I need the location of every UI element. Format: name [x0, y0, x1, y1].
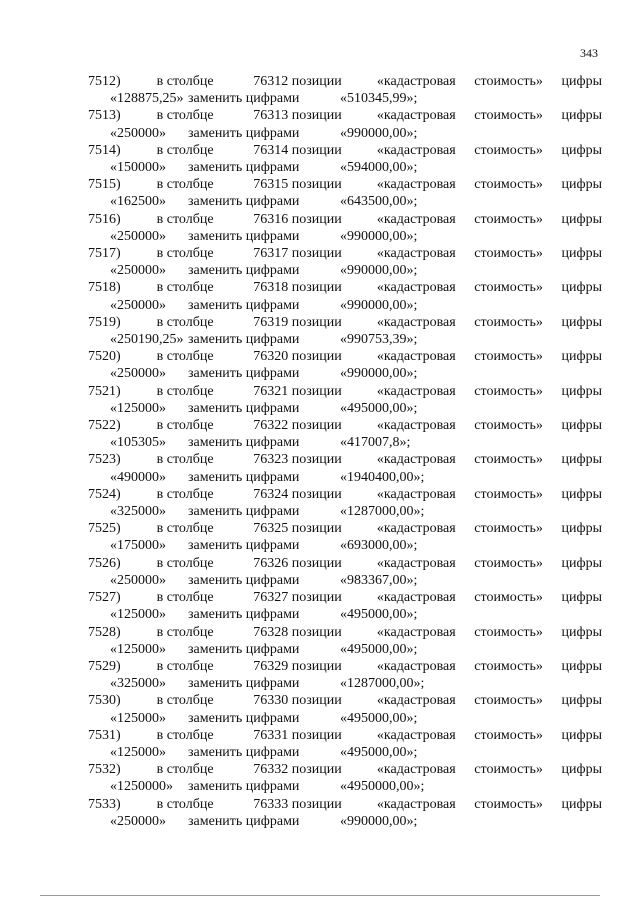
column-phrase: в столбце: [156, 693, 214, 709]
replace-phrase: заменить цифрами: [188, 676, 300, 692]
new-value: «643500,00»;: [340, 194, 418, 210]
page-number: 343: [580, 46, 598, 60]
position-phrase: 76331 позиции: [253, 727, 342, 743]
position-phrase: 76316 позиции: [253, 211, 342, 227]
field-word-1: «кадастровая: [376, 486, 456, 502]
digits-word: цифры: [561, 314, 602, 330]
digits-word: цифры: [561, 521, 602, 537]
field-word-1: «кадастровая: [376, 418, 456, 434]
amendment-item: [88, 73, 602, 107]
field-word-2: стоимость»: [474, 418, 543, 434]
amendment-line-1: [88, 451, 602, 468]
field-word-1: «кадастровая: [376, 624, 456, 640]
amendment-item: [88, 348, 602, 382]
item-number: 7517): [88, 246, 121, 262]
amendment-line-1: [88, 107, 602, 124]
amendment-line-2: [88, 228, 602, 245]
new-value: «1287000,00»;: [340, 676, 425, 692]
new-value: «495000,00»;: [340, 400, 418, 416]
new-value: «495000,00»;: [340, 607, 418, 623]
item-number: 7522): [88, 418, 121, 434]
new-value: «983367,00»;: [340, 572, 418, 588]
replace-phrase: заменить цифрами: [188, 779, 300, 795]
column-phrase: в столбце: [156, 658, 214, 674]
old-value: «175000»: [110, 538, 166, 554]
field-word-1: «кадастровая: [376, 74, 456, 89]
new-value: «1940400,00»;: [340, 469, 425, 485]
position-phrase: 76317 позиции: [253, 246, 342, 262]
position-phrase: 76332 позиции: [253, 762, 342, 778]
field-word-2: стоимость»: [474, 486, 543, 502]
field-word-2: стоимость»: [474, 658, 543, 674]
position-phrase: 76327 позиции: [253, 590, 342, 606]
replace-phrase: заменить цифрами: [188, 607, 300, 623]
amendment-line-1: [88, 73, 602, 90]
amendment-line-1: [88, 314, 602, 331]
field-word-2: стоимость»: [474, 246, 543, 262]
column-phrase: в столбце: [156, 211, 214, 227]
digits-word: цифры: [561, 246, 602, 262]
new-value: «990000,00»;: [340, 263, 418, 279]
field-word-2: стоимость»: [474, 762, 543, 778]
position-phrase: 76320 позиции: [253, 349, 342, 365]
position-phrase: 76326 позиции: [253, 555, 342, 571]
field-word-2: стоимость»: [474, 727, 543, 743]
field-word-1: «кадастровая: [376, 177, 456, 193]
position-phrase: 76321 позиции: [253, 383, 342, 399]
field-word-1: «кадастровая: [376, 349, 456, 365]
digits-word: цифры: [561, 727, 602, 743]
amendment-line-1: [88, 761, 602, 778]
old-value: «250000»: [110, 366, 166, 382]
digits-word: цифры: [561, 177, 602, 193]
digits-word: цифры: [561, 280, 602, 296]
amendment-line-2: [88, 400, 602, 417]
amendment-line-1: [88, 658, 602, 675]
amendment-line-2: [88, 193, 602, 210]
old-value: «125000»: [110, 607, 166, 623]
field-word-1: «кадастровая: [376, 590, 456, 606]
digits-word: цифры: [561, 486, 602, 502]
field-word-2: стоимость»: [474, 349, 543, 365]
item-number: 7524): [88, 486, 121, 502]
item-number: 7531): [88, 727, 121, 743]
old-value: «150000»: [110, 160, 166, 176]
new-value: «990000,00»;: [340, 125, 418, 141]
position-phrase: 76333 позиции: [253, 796, 342, 812]
amendment-line-1: [88, 589, 602, 606]
amendment-line-1: [88, 417, 602, 434]
replace-phrase: заменить цифрами: [188, 710, 300, 726]
column-phrase: в столбце: [156, 486, 214, 502]
item-number: 7513): [88, 108, 121, 124]
field-word-1: «кадастровая: [376, 762, 456, 778]
replace-phrase: заменить цифрами: [188, 744, 300, 760]
replace-phrase: заменить цифрами: [188, 297, 300, 313]
amendment-line-2: [88, 813, 602, 830]
old-value: «105305»: [110, 435, 166, 451]
digits-word: цифры: [561, 624, 602, 640]
new-value: «417007,8»;: [340, 435, 411, 451]
amendment-line-2: [88, 159, 602, 176]
old-value: «250000»: [110, 125, 166, 141]
position-phrase: 76314 позиции: [253, 142, 342, 158]
item-number: 7514): [88, 142, 121, 158]
field-word-1: «кадастровая: [376, 383, 456, 399]
item-number: 7526): [88, 555, 121, 571]
amendment-item: [88, 176, 602, 210]
amendment-item: [88, 555, 602, 589]
old-value: «125000»: [110, 710, 166, 726]
amendment-line-2: [88, 606, 602, 623]
field-word-1: «кадастровая: [376, 246, 456, 262]
field-word-1: «кадастровая: [376, 452, 456, 468]
replace-phrase: заменить цифрами: [188, 366, 300, 382]
field-word-2: стоимость»: [474, 452, 543, 468]
item-number: 7532): [88, 762, 121, 778]
field-word-2: стоимость»: [474, 590, 543, 606]
digits-word: цифры: [561, 555, 602, 571]
old-value: «125000»: [110, 400, 166, 416]
amendment-line-1: [88, 486, 602, 503]
amendment-line-1: [88, 142, 602, 159]
position-phrase: 76325 позиции: [253, 521, 342, 537]
column-phrase: в столбце: [156, 418, 214, 434]
digits-word: цифры: [561, 590, 602, 606]
amendment-item: [88, 279, 602, 313]
amendment-line-1: [88, 624, 602, 641]
amendment-line-1: [88, 692, 602, 709]
amendment-line-2: [88, 744, 602, 761]
amendment-line-2: [88, 331, 602, 348]
field-word-1: «кадастровая: [376, 693, 456, 709]
item-number: 7520): [88, 349, 121, 365]
amendment-line-1: [88, 176, 602, 193]
amendment-line-1: [88, 555, 602, 572]
amendment-line-1: [88, 383, 602, 400]
amendment-line-2: [88, 297, 602, 314]
replace-phrase: заменить цифрами: [188, 813, 300, 829]
field-word-2: стоимость»: [474, 280, 543, 296]
field-word-2: стоимость»: [474, 142, 543, 158]
field-word-2: стоимость»: [474, 383, 543, 399]
old-value: «325000»: [110, 676, 166, 692]
item-number: 7533): [88, 796, 121, 812]
amendment-line-1: [88, 796, 602, 813]
field-word-2: стоимость»: [474, 624, 543, 640]
footer-divider: [40, 895, 600, 896]
replace-phrase: заменить цифрами: [188, 263, 300, 279]
digits-word: цифры: [561, 108, 602, 124]
column-phrase: в столбце: [156, 280, 214, 296]
position-phrase: 76329 позиции: [253, 658, 342, 674]
amendment-line-2: [88, 365, 602, 382]
new-value: «495000,00»;: [340, 710, 418, 726]
new-value: «1287000,00»;: [340, 504, 425, 520]
position-phrase: 76319 позиции: [253, 314, 342, 330]
digits-word: цифры: [561, 796, 602, 812]
replace-phrase: заменить цифрами: [188, 469, 300, 485]
column-phrase: в столбце: [156, 590, 214, 606]
field-word-1: «кадастровая: [376, 314, 456, 330]
field-word-2: стоимость»: [474, 314, 543, 330]
amendment-line-2: [88, 503, 602, 520]
field-word-2: стоимость»: [474, 74, 543, 89]
amendment-item: [88, 692, 602, 726]
amendment-line-2: [88, 675, 602, 692]
replace-phrase: заменить цифрами: [188, 504, 300, 520]
column-phrase: в столбце: [156, 246, 214, 262]
field-word-1: «кадастровая: [376, 142, 456, 158]
old-value: «128875,25»: [110, 91, 184, 107]
replace-phrase: заменить цифрами: [188, 538, 300, 554]
replace-phrase: заменить цифрами: [188, 91, 300, 107]
new-value: «990000,00»;: [340, 297, 418, 313]
amendment-line-2: [88, 778, 602, 795]
amendment-item: [88, 796, 602, 830]
column-phrase: в столбце: [156, 74, 214, 89]
new-value: «990000,00»;: [340, 366, 418, 382]
new-value: «495000,00»;: [340, 744, 418, 760]
amendment-item: [88, 383, 602, 417]
column-phrase: в столбце: [156, 108, 214, 124]
digits-word: цифры: [561, 74, 602, 89]
old-value: «250000»: [110, 297, 166, 313]
digits-word: цифры: [561, 762, 602, 778]
amendment-line-2: [88, 710, 602, 727]
digits-word: цифры: [561, 142, 602, 158]
replace-phrase: заменить цифрами: [188, 400, 300, 416]
amendment-line-2: [88, 469, 602, 486]
amendment-line-1: [88, 348, 602, 365]
amendment-item: [88, 107, 602, 141]
old-value: «250000»: [110, 813, 166, 829]
replace-phrase: заменить цифрами: [188, 572, 300, 588]
amendment-item: [88, 589, 602, 623]
old-value: «250000»: [110, 572, 166, 588]
field-word-1: «кадастровая: [376, 658, 456, 674]
old-value: «162500»: [110, 194, 166, 210]
field-word-1: «кадастровая: [376, 211, 456, 227]
amendment-item: [88, 486, 602, 520]
amendment-item: [88, 417, 602, 451]
field-word-1: «кадастровая: [376, 727, 456, 743]
column-phrase: в столбце: [156, 142, 214, 158]
field-word-1: «кадастровая: [376, 796, 456, 812]
column-phrase: в столбце: [156, 796, 214, 812]
position-phrase: 76324 позиции: [253, 486, 342, 502]
amendment-line-1: [88, 279, 602, 296]
amendment-line-2: [88, 572, 602, 589]
replace-phrase: заменить цифрами: [188, 160, 300, 176]
digits-word: цифры: [561, 693, 602, 709]
item-number: 7515): [88, 177, 121, 193]
old-value: «325000»: [110, 504, 166, 520]
amendment-item: [88, 624, 602, 658]
column-phrase: в столбце: [156, 727, 214, 743]
amendment-item: [88, 761, 602, 795]
old-value: «250000»: [110, 263, 166, 279]
new-value: «510345,99»;: [340, 91, 418, 107]
replace-phrase: заменить цифрами: [188, 125, 300, 141]
amendment-line-2: [88, 125, 602, 142]
field-word-2: стоимость»: [474, 211, 543, 227]
column-phrase: в столбце: [156, 177, 214, 193]
old-value: «1250000»: [110, 779, 173, 795]
replace-phrase: заменить цифрами: [188, 641, 300, 657]
field-word-2: стоимость»: [474, 521, 543, 537]
digits-word: цифры: [561, 658, 602, 674]
amendment-list: [88, 73, 602, 830]
item-number: 7530): [88, 693, 121, 709]
old-value: «490000»: [110, 469, 166, 485]
position-phrase: 76328 позиции: [253, 624, 342, 640]
item-number: 7519): [88, 314, 121, 330]
item-number: 7528): [88, 624, 121, 640]
field-word-2: стоимость»: [474, 693, 543, 709]
item-number: 7516): [88, 211, 121, 227]
old-value: «250000»: [110, 228, 166, 244]
amendment-line-1: [88, 520, 602, 537]
column-phrase: в столбце: [156, 624, 214, 640]
field-word-1: «кадастровая: [376, 280, 456, 296]
amendment-item: [88, 727, 602, 761]
digits-word: цифры: [561, 349, 602, 365]
digits-word: цифры: [561, 211, 602, 227]
digits-word: цифры: [561, 452, 602, 468]
amendment-item: [88, 142, 602, 176]
amendment-item: [88, 314, 602, 348]
item-number: 7527): [88, 590, 121, 606]
amendment-line-1: [88, 211, 602, 228]
amendment-line-2: [88, 641, 602, 658]
field-word-2: стоимость»: [474, 555, 543, 571]
new-value: «4950000,00»;: [340, 779, 425, 795]
new-value: «990000,00»;: [340, 228, 418, 244]
column-phrase: в столбце: [156, 762, 214, 778]
column-phrase: в столбце: [156, 555, 214, 571]
replace-phrase: заменить цифрами: [188, 435, 300, 451]
position-phrase: 76322 позиции: [253, 418, 342, 434]
amendment-item: [88, 245, 602, 279]
old-value: «125000»: [110, 744, 166, 760]
item-number: 7521): [88, 383, 121, 399]
position-phrase: 76323 позиции: [253, 452, 342, 468]
new-value: «990000,00»;: [340, 813, 418, 829]
digits-word: цифры: [561, 383, 602, 399]
item-number: 7525): [88, 521, 121, 537]
amendment-item: [88, 451, 602, 485]
new-value: «594000,00»;: [340, 160, 418, 176]
replace-phrase: заменить цифрами: [188, 332, 300, 348]
item-number: 7518): [88, 280, 121, 296]
amendment-line-1: [88, 245, 602, 262]
field-word-1: «кадастровая: [376, 521, 456, 537]
item-number: 7512): [88, 74, 121, 89]
field-word-1: «кадастровая: [376, 555, 456, 571]
column-phrase: в столбце: [156, 349, 214, 365]
column-phrase: в столбце: [156, 452, 214, 468]
position-phrase: 76315 позиции: [253, 177, 342, 193]
column-phrase: в столбце: [156, 383, 214, 399]
position-phrase: 76312 позиции: [253, 74, 342, 89]
field-word-2: стоимость»: [474, 177, 543, 193]
position-phrase: 76318 позиции: [253, 280, 342, 296]
amendment-line-2: [88, 434, 602, 451]
amendment-item: [88, 520, 602, 554]
amendment-item: [88, 211, 602, 245]
amendment-line-2: [88, 90, 602, 107]
column-phrase: в столбце: [156, 314, 214, 330]
field-word-2: стоимость»: [474, 108, 543, 124]
replace-phrase: заменить цифрами: [188, 228, 300, 244]
amendment-line-2: [88, 537, 602, 554]
amendment-line-1: [88, 727, 602, 744]
item-number: 7523): [88, 452, 121, 468]
position-phrase: 76330 позиции: [253, 693, 342, 709]
field-word-1: «кадастровая: [376, 108, 456, 124]
old-value: «250190,25»: [110, 332, 184, 348]
position-phrase: 76313 позиции: [253, 108, 342, 124]
field-word-2: стоимость»: [474, 796, 543, 812]
new-value: «693000,00»;: [340, 538, 418, 554]
new-value: «990753,39»;: [340, 332, 418, 348]
new-value: «495000,00»;: [340, 641, 418, 657]
item-number: 7529): [88, 658, 121, 674]
digits-word: цифры: [561, 418, 602, 434]
amendment-line-2: [88, 262, 602, 279]
amendment-item: [88, 658, 602, 692]
replace-phrase: заменить цифрами: [188, 194, 300, 210]
column-phrase: в столбце: [156, 521, 214, 537]
old-value: «125000»: [110, 641, 166, 657]
